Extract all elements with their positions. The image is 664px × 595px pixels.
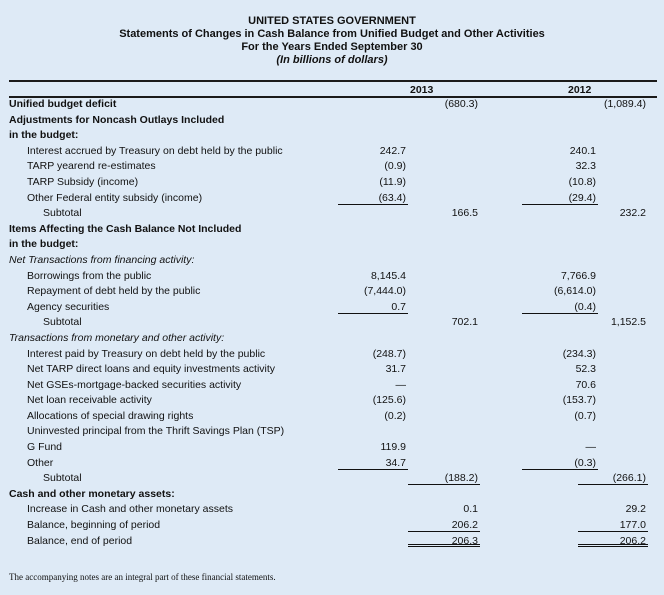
value-2013-total: 206.2	[408, 518, 480, 532]
row-label: Interest paid by Treasury on debt held by the public	[27, 347, 266, 360]
statement-row	[0, 362, 664, 378]
value-2012-total: 29.2	[625, 503, 646, 516]
value-2013-detail: 31.7	[385, 363, 406, 376]
value-2013-detail: (63.4)	[338, 191, 408, 205]
value-2012-detail: (29.4)	[522, 191, 598, 205]
header-period: For the Years Ended September 30	[241, 41, 423, 53]
statement-rows	[0, 97, 664, 549]
row-label: Net loan receivable activity	[27, 394, 152, 407]
statement-row	[0, 393, 664, 409]
row-label: Balance, beginning of period	[27, 519, 161, 532]
row-label: Balance, end of period	[27, 534, 133, 547]
value-2013-detail: 119.9	[380, 441, 406, 454]
statement-row	[0, 144, 664, 160]
value-2012-detail: (6,614.0)	[553, 285, 596, 298]
value-2012-total: 232.2	[619, 207, 646, 220]
row-label: Cash and other monetary assets:	[9, 487, 175, 500]
statement-row	[0, 97, 664, 113]
statement-row	[0, 424, 664, 440]
value-2013-detail: 0.7	[338, 300, 408, 314]
row-label: Items Affecting the Cash Balance Not Included	[9, 222, 242, 235]
row-label: in the budget:	[9, 129, 79, 142]
row-label: Subtotal	[43, 316, 82, 329]
row-label: G Fund	[27, 441, 63, 454]
row-label: Unified budget deficit	[9, 98, 117, 110]
value-2012-total: 206.2	[578, 534, 648, 547]
row-label: Agency securities	[27, 300, 110, 313]
statement-row	[0, 300, 664, 316]
statement-row	[0, 269, 664, 285]
row-label: Other Federal entity subsidy (income)	[27, 191, 203, 204]
row-label: Subtotal	[43, 207, 82, 220]
value-2012-total: 177.0	[578, 518, 648, 532]
value-2012-total: (266.1)	[578, 471, 648, 485]
value-2012-detail: 70.6	[575, 378, 596, 391]
value-2012-detail: (0.7)	[574, 409, 596, 422]
statement-row	[0, 206, 664, 222]
statement-row	[0, 253, 664, 269]
value-2012-detail: (0.4)	[522, 300, 598, 314]
row-label: in the budget:	[9, 238, 79, 251]
year-2012-header: 2012	[568, 84, 592, 96]
statement-row	[0, 315, 664, 331]
value-2013-total: 702.1	[451, 316, 478, 329]
statement-row	[0, 222, 664, 238]
row-label: Interest accrued by Treasury on debt held by the public	[27, 144, 283, 157]
statement-row	[0, 159, 664, 175]
statement-row	[0, 284, 664, 300]
value-2013-detail: (0.9)	[384, 160, 406, 173]
value-2012-detail: 52.3	[575, 363, 596, 376]
value-2012-detail: 240.1	[569, 144, 596, 157]
row-label: Borrowings from the public	[27, 269, 152, 282]
statement-row	[0, 191, 664, 207]
statement-row	[0, 502, 664, 518]
statement-row	[0, 518, 664, 534]
statement-row	[0, 378, 664, 394]
row-label: Increase in Cash and other monetary assets	[27, 503, 234, 516]
statement-row	[0, 331, 664, 347]
header-rule	[9, 80, 657, 82]
header-entity: UNITED STATES GOVERNMENT	[248, 15, 416, 27]
statement-row	[0, 175, 664, 191]
row-label: TARP yearend re-estimates	[27, 160, 156, 173]
footnote: The accompanying notes are an integral part of these financial statements.	[9, 572, 276, 582]
value-2012-detail: (10.8)	[568, 175, 596, 188]
statement-header	[0, 0, 664, 67]
year-2013-header: 2013	[410, 84, 434, 96]
value-2013-detail: (0.2)	[384, 409, 406, 422]
value-2012-detail: 7,766.9	[560, 269, 596, 282]
value-2013-total: 166.5	[451, 207, 478, 220]
row-label: Net Transactions from financing activity:	[9, 253, 195, 266]
header-units: (In billions of dollars)	[276, 54, 388, 66]
row-label: Other	[27, 456, 54, 469]
row-label: TARP Subsidy (income)	[27, 175, 139, 188]
value-2013-detail: 34.7	[338, 456, 408, 470]
row-label: Adjustments for Noncash Outlays Included	[9, 113, 225, 126]
row-label: Transactions from monetary and other activity:	[9, 331, 225, 344]
statement-row	[0, 471, 664, 487]
value-2013-detail: 8,145.4	[370, 269, 406, 282]
value-2013-total: (188.2)	[408, 471, 480, 485]
row-label: Repayment of debt held by the public	[27, 285, 201, 298]
value-2013-total: 0.1	[463, 503, 478, 516]
value-2012-detail: 32.3	[575, 160, 596, 173]
value-2013-detail: (125.6)	[372, 394, 406, 407]
value-2013-detail: 242.7	[379, 144, 406, 157]
statement-row	[0, 409, 664, 425]
value-2013-detail: —	[395, 378, 406, 391]
statement-row	[0, 237, 664, 253]
value-2012-detail: (234.3)	[562, 347, 596, 360]
value-2012-detail: —	[585, 441, 596, 454]
statement-row	[0, 113, 664, 129]
statement-row	[0, 347, 664, 363]
statement-row	[0, 128, 664, 144]
header-title: Statements of Changes in Cash Balance from Unified Budget and Other Activities	[119, 28, 545, 40]
value-2012-detail: (153.7)	[562, 394, 596, 407]
value-2013-total: (680.3)	[444, 98, 478, 110]
row-label: Net GSEs-mortgage-backed securities activity	[27, 378, 242, 391]
row-label: Subtotal	[43, 472, 82, 485]
statement-row	[0, 456, 664, 472]
statement-row	[0, 487, 664, 503]
row-label: Allocations of special drawing rights	[27, 409, 194, 422]
value-2013-detail: (7,444.0)	[363, 285, 406, 298]
row-label: Net TARP direct loans and equity investments activity	[27, 363, 276, 376]
value-2013-detail: (11.9)	[379, 175, 406, 188]
row-label: Uninvested principal from the Thrift Savings Plan (TSP)	[27, 425, 285, 438]
value-2012-detail: (0.3)	[522, 456, 598, 470]
value-2013-total: 206.3	[408, 534, 480, 547]
value-2013-detail: (248.7)	[372, 347, 406, 360]
value-2012-total: 1,152.5	[610, 316, 646, 329]
value-2012-total: (1,089.4)	[603, 98, 646, 110]
statement-row	[0, 440, 664, 456]
statement-row	[0, 534, 664, 550]
